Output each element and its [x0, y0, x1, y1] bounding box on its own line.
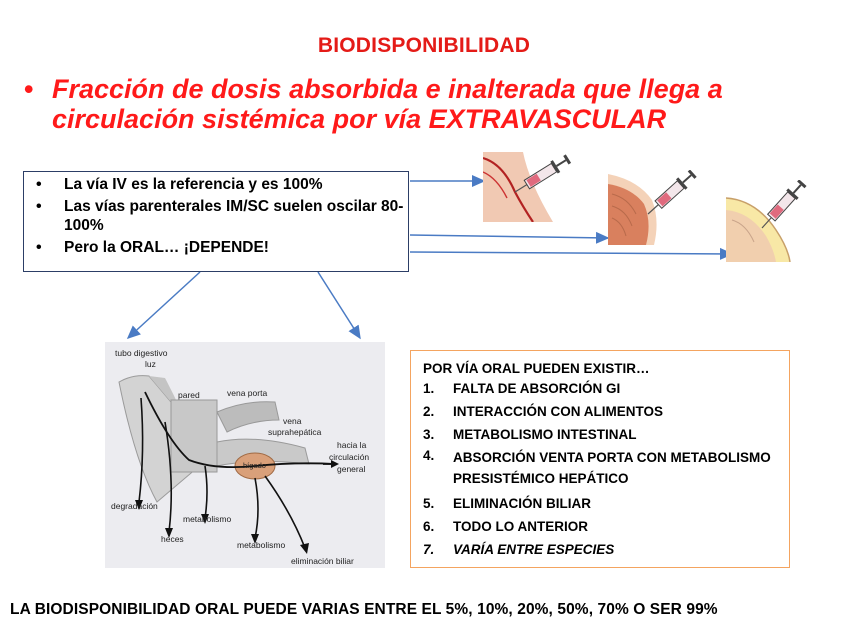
bullet-marker: • [24, 74, 34, 104]
oral-factor-item [419, 541, 781, 558]
label-metabolismo-2: metabolismo [237, 540, 286, 550]
label-higado: hígado [243, 461, 266, 470]
oral-factor-text: VARÍA ENTRE ESPECIES [453, 542, 615, 557]
oral-factors-heading: POR VÍA ORAL PUEDEN EXISTIR… [423, 361, 650, 376]
label-metabolismo-1: metabolismo [183, 514, 232, 524]
label-hacia-3: general [337, 464, 366, 474]
syringe-im-icon [608, 170, 698, 245]
oral-factor-number: 7. [423, 542, 435, 557]
oral-factor-item [419, 380, 781, 397]
oral-factor-item [419, 518, 781, 535]
oral-factor-number: 5. [423, 496, 435, 511]
syringe-iv-icon [483, 152, 577, 222]
label-hacia-1: hacia la [337, 440, 367, 450]
route-iv-item: • La vía IV es la referencia y es 100% [24, 175, 408, 194]
label-eliminacion: eliminación biliar [291, 556, 354, 566]
definition-text: Fracción de dosis absorbida e inalterada que llega a circulación sistémica por vía EXTRAVASCULAR [52, 74, 723, 134]
footer-statement: LA BIODISPONIBILIDAD ORAL PUEDE VARIAS ENTRE EL 5%, 10%, 20%, 50%, 70% O SER 99% [10, 601, 718, 618]
oral-factor-text: ELIMINACIÓN BILIAR [453, 496, 591, 511]
label-degradacion: degradación [111, 501, 158, 511]
oral-factor-item [419, 403, 781, 420]
oral-factor-text: METABOLISMO INTESTINAL [453, 427, 637, 442]
oral-factor-text: TODO LO ANTERIOR [453, 519, 588, 534]
route-parenteral-item: • Las vías parenterales IM/SC suelen oscilar 80-100% [24, 197, 408, 235]
label-pared: pared [178, 390, 200, 400]
route-oral-item: • Pero la ORAL… ¡DEPENDE! [24, 238, 408, 257]
oral-factors-box [410, 350, 790, 568]
label-vena-porta: vena porta [227, 388, 268, 398]
oral-factor-number: 2. [423, 404, 435, 419]
oral-factor-number: 6. [423, 519, 435, 534]
label-suprahepatica: suprahepática [268, 427, 322, 437]
label-luz: luz [145, 359, 156, 369]
oral-factor-text: ABSORCIÓN VENTA PORTA CON METABOLISMO PRESISTÉMICO HEPÁTICO [453, 450, 771, 486]
oral-factor-item [419, 447, 781, 489]
oral-factor-item [419, 495, 781, 512]
label-hacia-2: circulación [329, 452, 370, 462]
oral-factor-item [419, 426, 781, 443]
slide-title: BIODISPONIBILIDAD [317, 34, 531, 57]
routes-box [23, 171, 409, 272]
oral-factor-text: INTERACCIÓN CON ALIMENTOS [453, 404, 664, 419]
label-heces: heces [161, 534, 184, 544]
oral-factor-number: 4. [423, 448, 435, 463]
oral-factor-number: 1. [423, 381, 435, 396]
label-vena: vena [283, 416, 302, 426]
syringe-sc-icon [726, 180, 818, 262]
label-tubo: tubo digestivo [115, 348, 168, 358]
oral-factor-number: 3. [423, 427, 435, 442]
oral-absorption-diagram [105, 342, 385, 568]
oral-factor-text: FALTA DE ABSORCIÓN GI [453, 381, 621, 396]
